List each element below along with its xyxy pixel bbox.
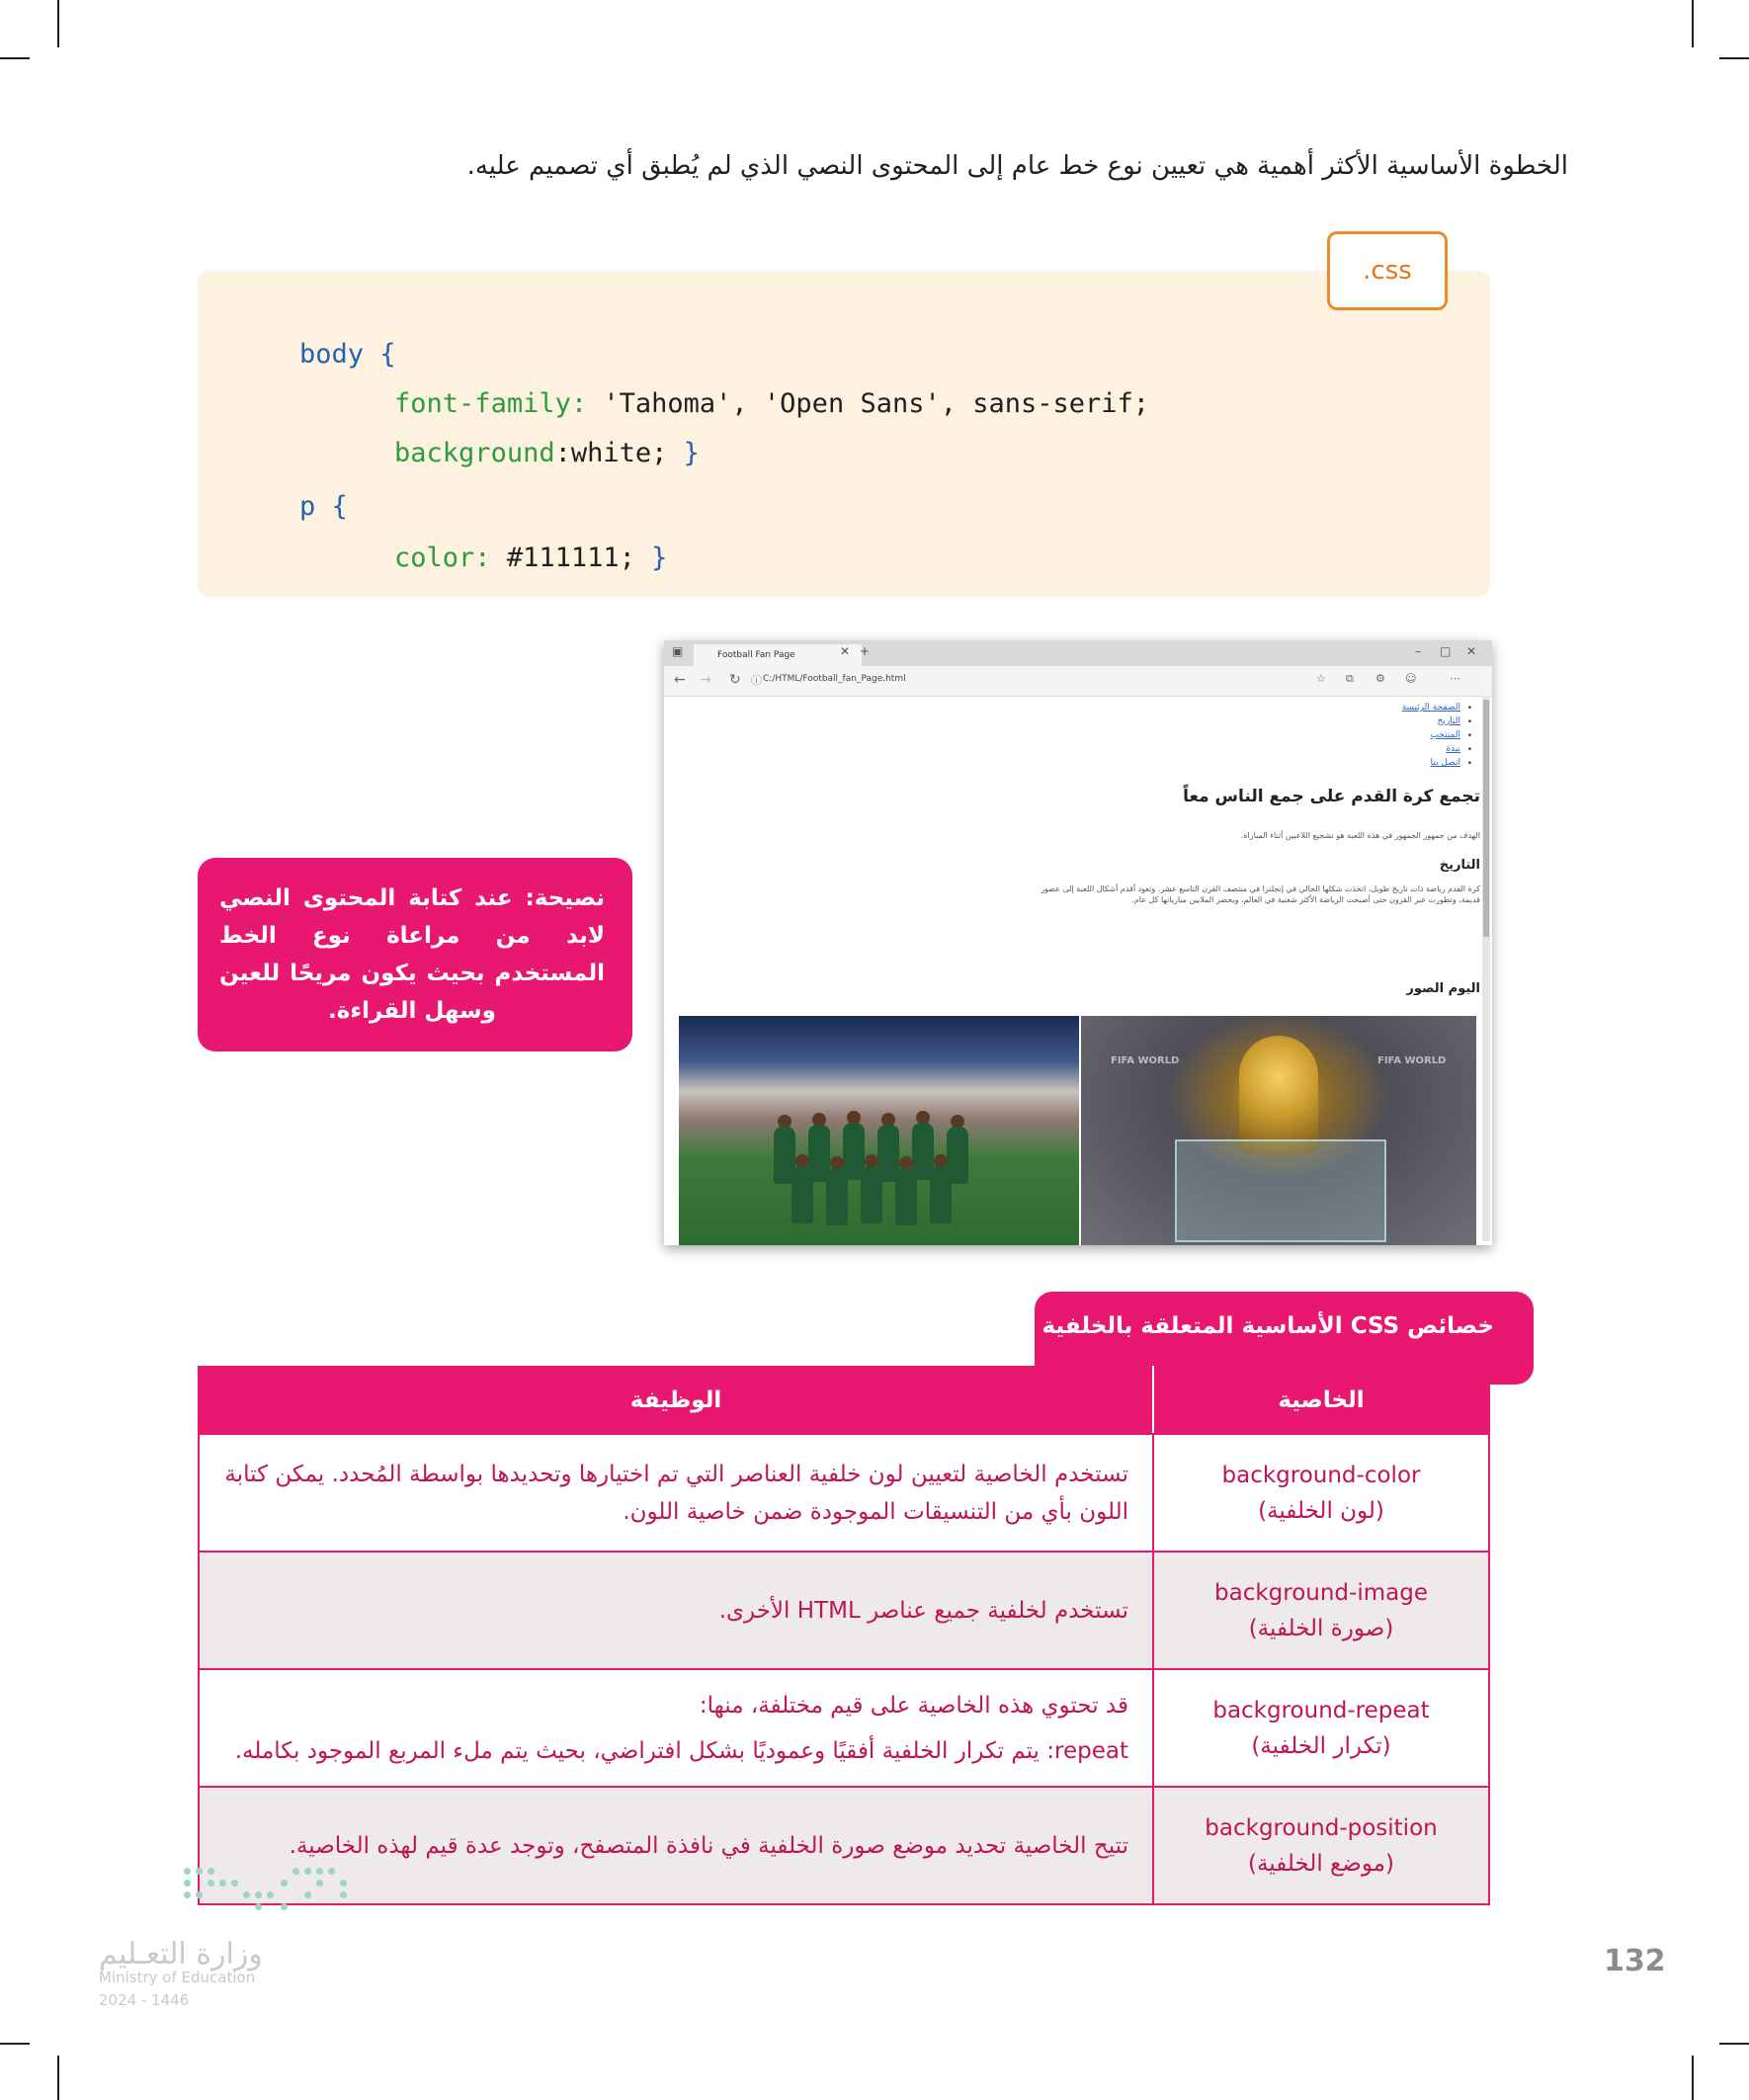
table-row xyxy=(199,1669,1489,1787)
page-number: 132 xyxy=(1604,1944,1666,1978)
back-icon[interactable]: ← xyxy=(674,672,686,688)
crop-mark xyxy=(57,2056,59,2100)
ministry-name-ar: وزارة التعـليم xyxy=(99,1937,263,1972)
nav-link[interactable]: اتصل بنا xyxy=(1430,758,1460,768)
table-row xyxy=(199,1552,1489,1669)
page-subtitle: الهدف من جمهور الجمهور في هذه اللعبة هو تشجيع اللاعبين أثناء المباراة. xyxy=(1240,831,1480,840)
code-property: color: xyxy=(394,543,491,573)
code-value: #111111; xyxy=(490,543,652,573)
scrollbar-thumb[interactable] xyxy=(1483,700,1489,937)
code-brace: } xyxy=(683,438,700,468)
history-text: كرة القدم رياضة ذات تاريخ طويل، اتخذت شكلها الحالي في إنجلترا في منتصف القرن التاسع عشر. وتعود أقدم أشكال اللعبة إلى عصور قديمة، وتطورت عبر القرون حتى أصبحت الرياضة الأكثر شعبية في العالم، ويحضر الملايين مبارياتها كل عام. xyxy=(1041,884,1480,904)
code-language-tag: .css xyxy=(1327,231,1448,310)
tip-text: نصيحة: عند كتابة المحتوى النصي لابد من مراعاة نوع الخط المستخدم بحيث يكون مريحًا للعين وسهل القراءة. xyxy=(219,885,605,1024)
tab-close-icon[interactable]: ✕ xyxy=(840,644,851,658)
property-cell xyxy=(1153,1787,1489,1904)
browser-tab[interactable]: Football Fan Page xyxy=(694,644,862,666)
code-brace: { xyxy=(331,491,348,522)
academic-year: 2024 - 1446 xyxy=(99,1991,190,2009)
property-name: background-color xyxy=(1221,1462,1421,1488)
history-heading: التاريخ xyxy=(1439,858,1480,873)
property-name: background-image xyxy=(1214,1579,1428,1606)
css-background-properties-table xyxy=(198,1366,1490,1905)
scrollbar[interactable] xyxy=(1482,696,1490,1241)
crop-mark xyxy=(0,2043,30,2045)
property-name: background-position xyxy=(1205,1814,1438,1841)
value-description: : يتم تكرار الخلفية أفقيًا وعموديًا بشكل افتراضي، بحيث يتم ملء المربع الموجود بكامله. xyxy=(234,1737,1055,1764)
maximize-icon[interactable]: □ xyxy=(1440,644,1452,658)
minimize-icon[interactable]: – xyxy=(1415,644,1421,658)
more-icon[interactable]: ⋯ xyxy=(1450,672,1460,685)
crop-mark xyxy=(1719,2043,1749,2045)
code-selector-p: p xyxy=(299,491,316,522)
code-value: :white; xyxy=(554,438,684,468)
glass-case xyxy=(1175,1139,1386,1242)
nav-link[interactable]: التاريخ xyxy=(1437,716,1460,726)
description-cell: تستخدم الخاصية لتعيين لون خلفية العناصر التي تم اختيارها وتحديدها بواسطة المُحدد. يمكن كتابة اللون بأي من التنسيقات الموجودة ضمن خاصية اللون. xyxy=(199,1434,1153,1552)
property-cell xyxy=(1153,1552,1489,1669)
description-cell: تتيح الخاصية تحديد موضع صورة الخلفية في نافذة المتصفح، وتوجد عدة قيم لهذه الخاصية. xyxy=(199,1787,1153,1904)
ministry-name-en: Ministry of Education xyxy=(99,1969,256,1986)
code-brace: { xyxy=(379,339,396,370)
url-field[interactable]: C:/HTML/Football_fan_Page.html xyxy=(763,674,906,684)
intro-paragraph: الخطوة الأساسية الأكثر أهمية هي تعيين نوع خط عام إلى المحتوى النصي الذي لم يُطبق أي تصميم عليه. xyxy=(466,151,1568,181)
description-cell xyxy=(199,1669,1153,1787)
nav-bullet: • xyxy=(1466,731,1472,741)
fifa-banner-text: FIFA WORLD xyxy=(1377,1055,1447,1066)
info-icon: ⓘ xyxy=(751,674,762,687)
description-line: قد تحتوي هذه الخاصية على قيم مختلفة، منها: xyxy=(699,1692,1128,1719)
nav-link[interactable]: المنتخب xyxy=(1430,730,1460,740)
page-heading: تجمع كرة القدم على جمع الناس معاً xyxy=(1183,787,1480,806)
description-line xyxy=(223,1732,1128,1770)
property-name-ar: (تكرار الخلفية) xyxy=(1251,1732,1391,1759)
code-property: background xyxy=(394,438,555,468)
trophy xyxy=(1239,1036,1318,1154)
profile-icon[interactable]: ☺ xyxy=(1405,672,1417,685)
table-row xyxy=(199,1434,1489,1552)
tab-actions-icon[interactable]: ▣ xyxy=(672,644,684,658)
new-tab-icon[interactable]: + xyxy=(860,644,871,658)
property-name-ar: (لون الخلفية) xyxy=(1258,1497,1384,1524)
code-brace: } xyxy=(651,543,668,573)
nav-link[interactable]: الصفحة الرئيسة xyxy=(1401,703,1460,713)
crop-mark xyxy=(1719,57,1749,59)
crop-mark xyxy=(0,57,30,59)
tip-box xyxy=(198,858,632,1051)
nav-link[interactable]: نبذة xyxy=(1446,744,1460,754)
property-name-ar: (صورة الخلفية) xyxy=(1248,1615,1394,1641)
code-property: font-family: xyxy=(394,388,588,419)
photos-heading: اليوم الصور xyxy=(1406,981,1480,996)
world-cup-trophy-photo xyxy=(1081,1016,1476,1245)
nav-bullet: • xyxy=(1466,759,1472,769)
value-keyword: repeat xyxy=(1054,1737,1128,1764)
column-header-function: الوظيفة xyxy=(199,1367,1153,1434)
property-cell xyxy=(1153,1434,1489,1552)
nav-bullet: • xyxy=(1466,745,1472,755)
property-cell xyxy=(1153,1669,1489,1787)
favorites-icon[interactable]: ☆ xyxy=(1316,672,1326,685)
close-window-icon[interactable]: ✕ xyxy=(1466,644,1477,658)
column-header-property: الخاصية xyxy=(1153,1367,1489,1434)
browser-screenshot xyxy=(664,640,1492,1245)
browser-address-bar xyxy=(664,666,1492,697)
code-block xyxy=(198,271,1490,597)
forward-icon[interactable]: → xyxy=(700,672,711,688)
nav-bullet: • xyxy=(1466,704,1472,714)
team-photo xyxy=(679,1016,1079,1245)
description-cell: تستخدم لخلفية جميع عناصر HTML الأخرى. xyxy=(199,1552,1153,1669)
crop-mark xyxy=(1692,0,1694,47)
property-name: background-repeat xyxy=(1212,1697,1430,1723)
code-selector-body: body xyxy=(299,339,365,370)
reload-icon[interactable]: ↻ xyxy=(729,672,741,688)
settings-icon[interactable]: ⚙ xyxy=(1375,672,1385,685)
nav-bullet: • xyxy=(1466,717,1472,727)
table-row xyxy=(199,1787,1489,1904)
crop-mark xyxy=(1692,2056,1694,2100)
crop-mark xyxy=(57,0,59,47)
extensions-icon[interactable]: ⧉ xyxy=(1346,672,1354,685)
ministry-logo-dots xyxy=(184,1868,352,1919)
fifa-banner-text: FIFA WORLD xyxy=(1111,1055,1180,1066)
code-value: 'Tahoma', 'Open Sans', sans-serif; xyxy=(587,388,1150,419)
table-title: خصائص CSS الأساسية المتعلقة بالخلفية xyxy=(1041,1313,1494,1339)
browser-tab-bar xyxy=(664,640,1492,666)
property-name-ar: (موضع الخلفية) xyxy=(1248,1850,1394,1877)
